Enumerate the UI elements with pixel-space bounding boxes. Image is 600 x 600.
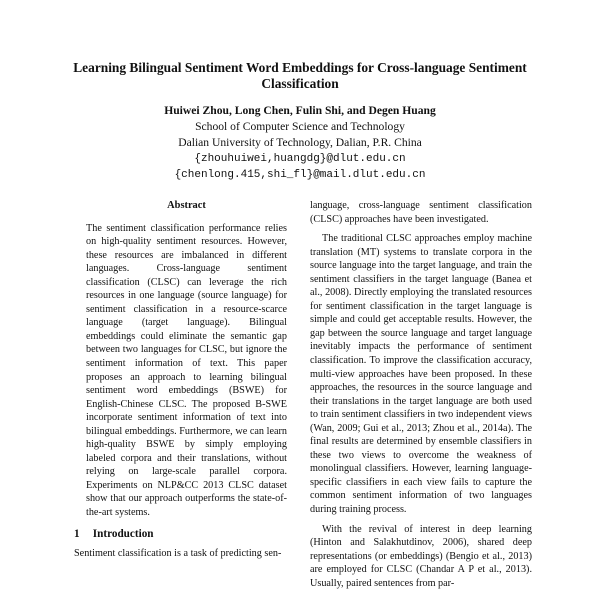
paragraph-deep-learning: With the revival of interest in deep learning (Hinton and Salakhutdinov, 2006), shared deep representations (or embeddings) (Bengio et al., 2013) are employed for CLSC (Chandar A P et al., 2013). Usually, paired sentences from par- [310,523,532,589]
affiliation-university: Dalian University of Technology, Dalian, P.R. China [178,136,422,149]
paragraph-traditional-clsc: The traditional CLSC approaches employ machine translation (MT) systems to translate corpora in the source language into the target language, and train the sentiment classifiers in the target language (Banea et al., 2008). Directly employing the translated resources for sentiment classification in the target language is simple and could get acceptable results. However, the gap between the source language and target language inevitably impacts the performance of sentiment classification. To improve the classification accuracy, multi-view approaches have been proposed. In these approaches, the resources in the source language and their translations in the target language are both used to train sentiment classifiers in two independent views (Wan, 2009; Gui et al., 2013; Zhou et al., 2014a). The final results are determined by ensemble classifiers in these two views to overcome the weakness of monolingual classifiers. However, learning language-specific classifiers in each view fails to capture the common sentiment information of two languages during training process. [310,233,532,516]
left-column [74,199,299,561]
author-block [80,103,520,183]
abstract-heading: Abstract [167,200,206,211]
introduction-first-line: Sentiment classification is a task of predicting sen- [74,548,282,560]
section-title: Introduction [92,527,154,540]
author-names: Huiwei Zhou, Long Chen, Fulin Shi, and Degen Huang [164,104,436,117]
paper-title: Learning Bilingual Sentiment Word Embeddings for Cross-language Sentiment Classification [73,60,527,91]
section-number: 1 [74,527,80,540]
abstract-text: The sentiment classification performance relies on high-quality sentiment resources. However, these resources are imbalanced in different languages. Cross-language sentiment classification (CLSC) can leverage the rich resources in one language (source language) for sentiment classification in a resource-scarce language (target language). Bilingual embeddings could eliminate the semantic gap between two languages for CLSC, but ignore the sentiment information of text. This paper proposes an approach to learning bilingual sentiment word embeddings (BSWE) for English-Chinese CLSC. The proposed B-SWE incorporate sentiment information of text into bilingual embeddings. Furthermore, we can learn high-quality BSWE by simply employing labeled corpora and their translations, without relying on large-scale parallel corpora. Experiments on NLP&CC 2013 CLSC dataset show that our approach outperforms the state-of-the-art systems. [86,222,287,519]
email-line-2: {chenlong.415,shi_fl}@mail.dlut.edu.cn [174,169,426,181]
email-line-1: {zhouhuiwei,huangdg}@dlut.edu.cn [194,153,406,165]
paragraph-clsc-intro: language, cross-language sentiment classification (CLSC) approaches have been investigated. [310,200,532,225]
affiliation-school: School of Computer Science and Technology [195,120,405,133]
section-heading-introduction [74,528,299,542]
right-column [310,199,532,596]
